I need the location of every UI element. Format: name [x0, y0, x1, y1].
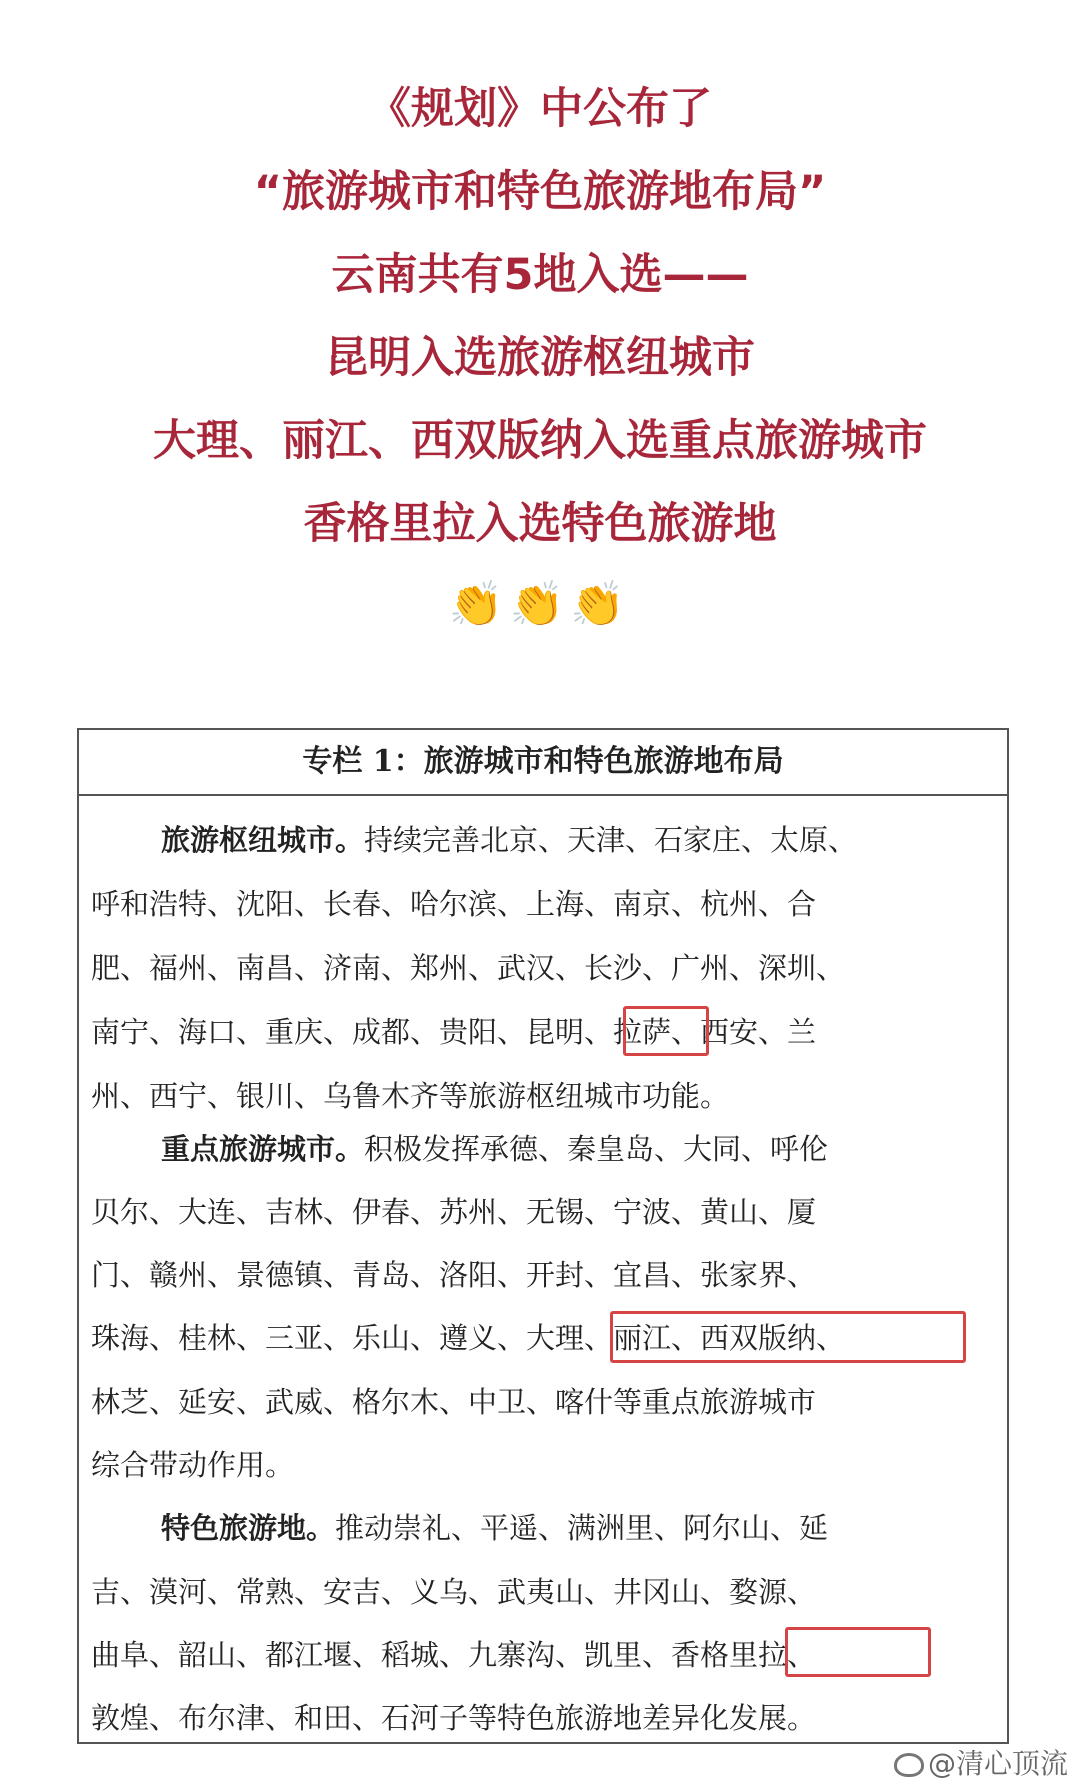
- doc-line: 呼和浩特、沈阳、长春、哈尔滨、上海、南京、杭州、合: [91, 887, 817, 921]
- headline-line-5: 大理、丽江、西双版纳入选重点旅游城市: [153, 416, 927, 466]
- weibo-icon: [894, 1753, 924, 1777]
- headline-line-3: 云南共有5地入选——: [331, 250, 749, 300]
- highlight-shangri-la: [785, 1627, 931, 1677]
- doc-line: 吉、漠河、常熟、安吉、义乌、武夷山、井冈山、婺源、: [91, 1575, 817, 1609]
- highlight-dali-lijiang-xishuangbanna: [610, 1311, 966, 1363]
- doc-line: 门、赣州、景德镇、青岛、洛阳、开封、宜昌、张家界、: [91, 1258, 817, 1292]
- doc-line: 特色旅游地。推动崇礼、平遥、满洲里、阿尔山、延: [161, 1511, 829, 1545]
- highlight-kunming: [623, 1006, 709, 1056]
- doc-line: 珠海、桂林、三亚、乐山、遵义、大理、丽江、西双版纳、: [91, 1321, 846, 1355]
- doc-line: 敦煌、布尔津、和田、石河子等特色旅游地差异化发展。: [91, 1701, 817, 1735]
- doc-line: 贝尔、大连、吉林、伊春、苏州、无锡、宁波、黄山、厦: [91, 1195, 817, 1229]
- doc-line: 综合带动作用。: [91, 1448, 295, 1482]
- doc-line: 肥、福州、南昌、济南、郑州、武汉、长沙、广州、深圳、: [91, 951, 846, 985]
- doc-line: 南宁、海口、重庆、成都、贵阳、昆明、拉萨、西安、兰: [91, 1015, 817, 1049]
- watermark: @清心顶流: [894, 1742, 1068, 1782]
- doc-line: 旅游枢纽城市。持续完善北京、天津、石家庄、太原、: [161, 823, 858, 857]
- headline-line-6: 香格里拉入选特色旅游地: [303, 499, 777, 549]
- document-title: 专栏 1：旅游城市和特色旅游地布局: [79, 730, 1007, 796]
- doc-line: 州、西宁、银川、乌鲁木齐等旅游枢纽城市功能。: [91, 1079, 730, 1113]
- doc-line: 曲阜、韶山、都江堰、稻城、九寨沟、凯里、香格里拉、: [91, 1638, 817, 1672]
- doc-line: 重点旅游城市。积极发挥承德、秦皇岛、大同、呼伦: [161, 1132, 829, 1166]
- clapping-hands-icon: 👏👏👏: [448, 579, 632, 630]
- doc-line: 林芝、延安、武威、格尔木、中卫、喀什等重点旅游城市: [91, 1385, 817, 1419]
- headline-line-4: 昆明入选旅游枢纽城市: [325, 333, 755, 383]
- document-excerpt: [77, 728, 1009, 1744]
- headline-line-1: 《规划》中公布了: [368, 84, 712, 134]
- clapping-hands-emoji: [0, 575, 1080, 635]
- headline-line-2: “旅游城市和特色旅游地布局”: [253, 167, 827, 217]
